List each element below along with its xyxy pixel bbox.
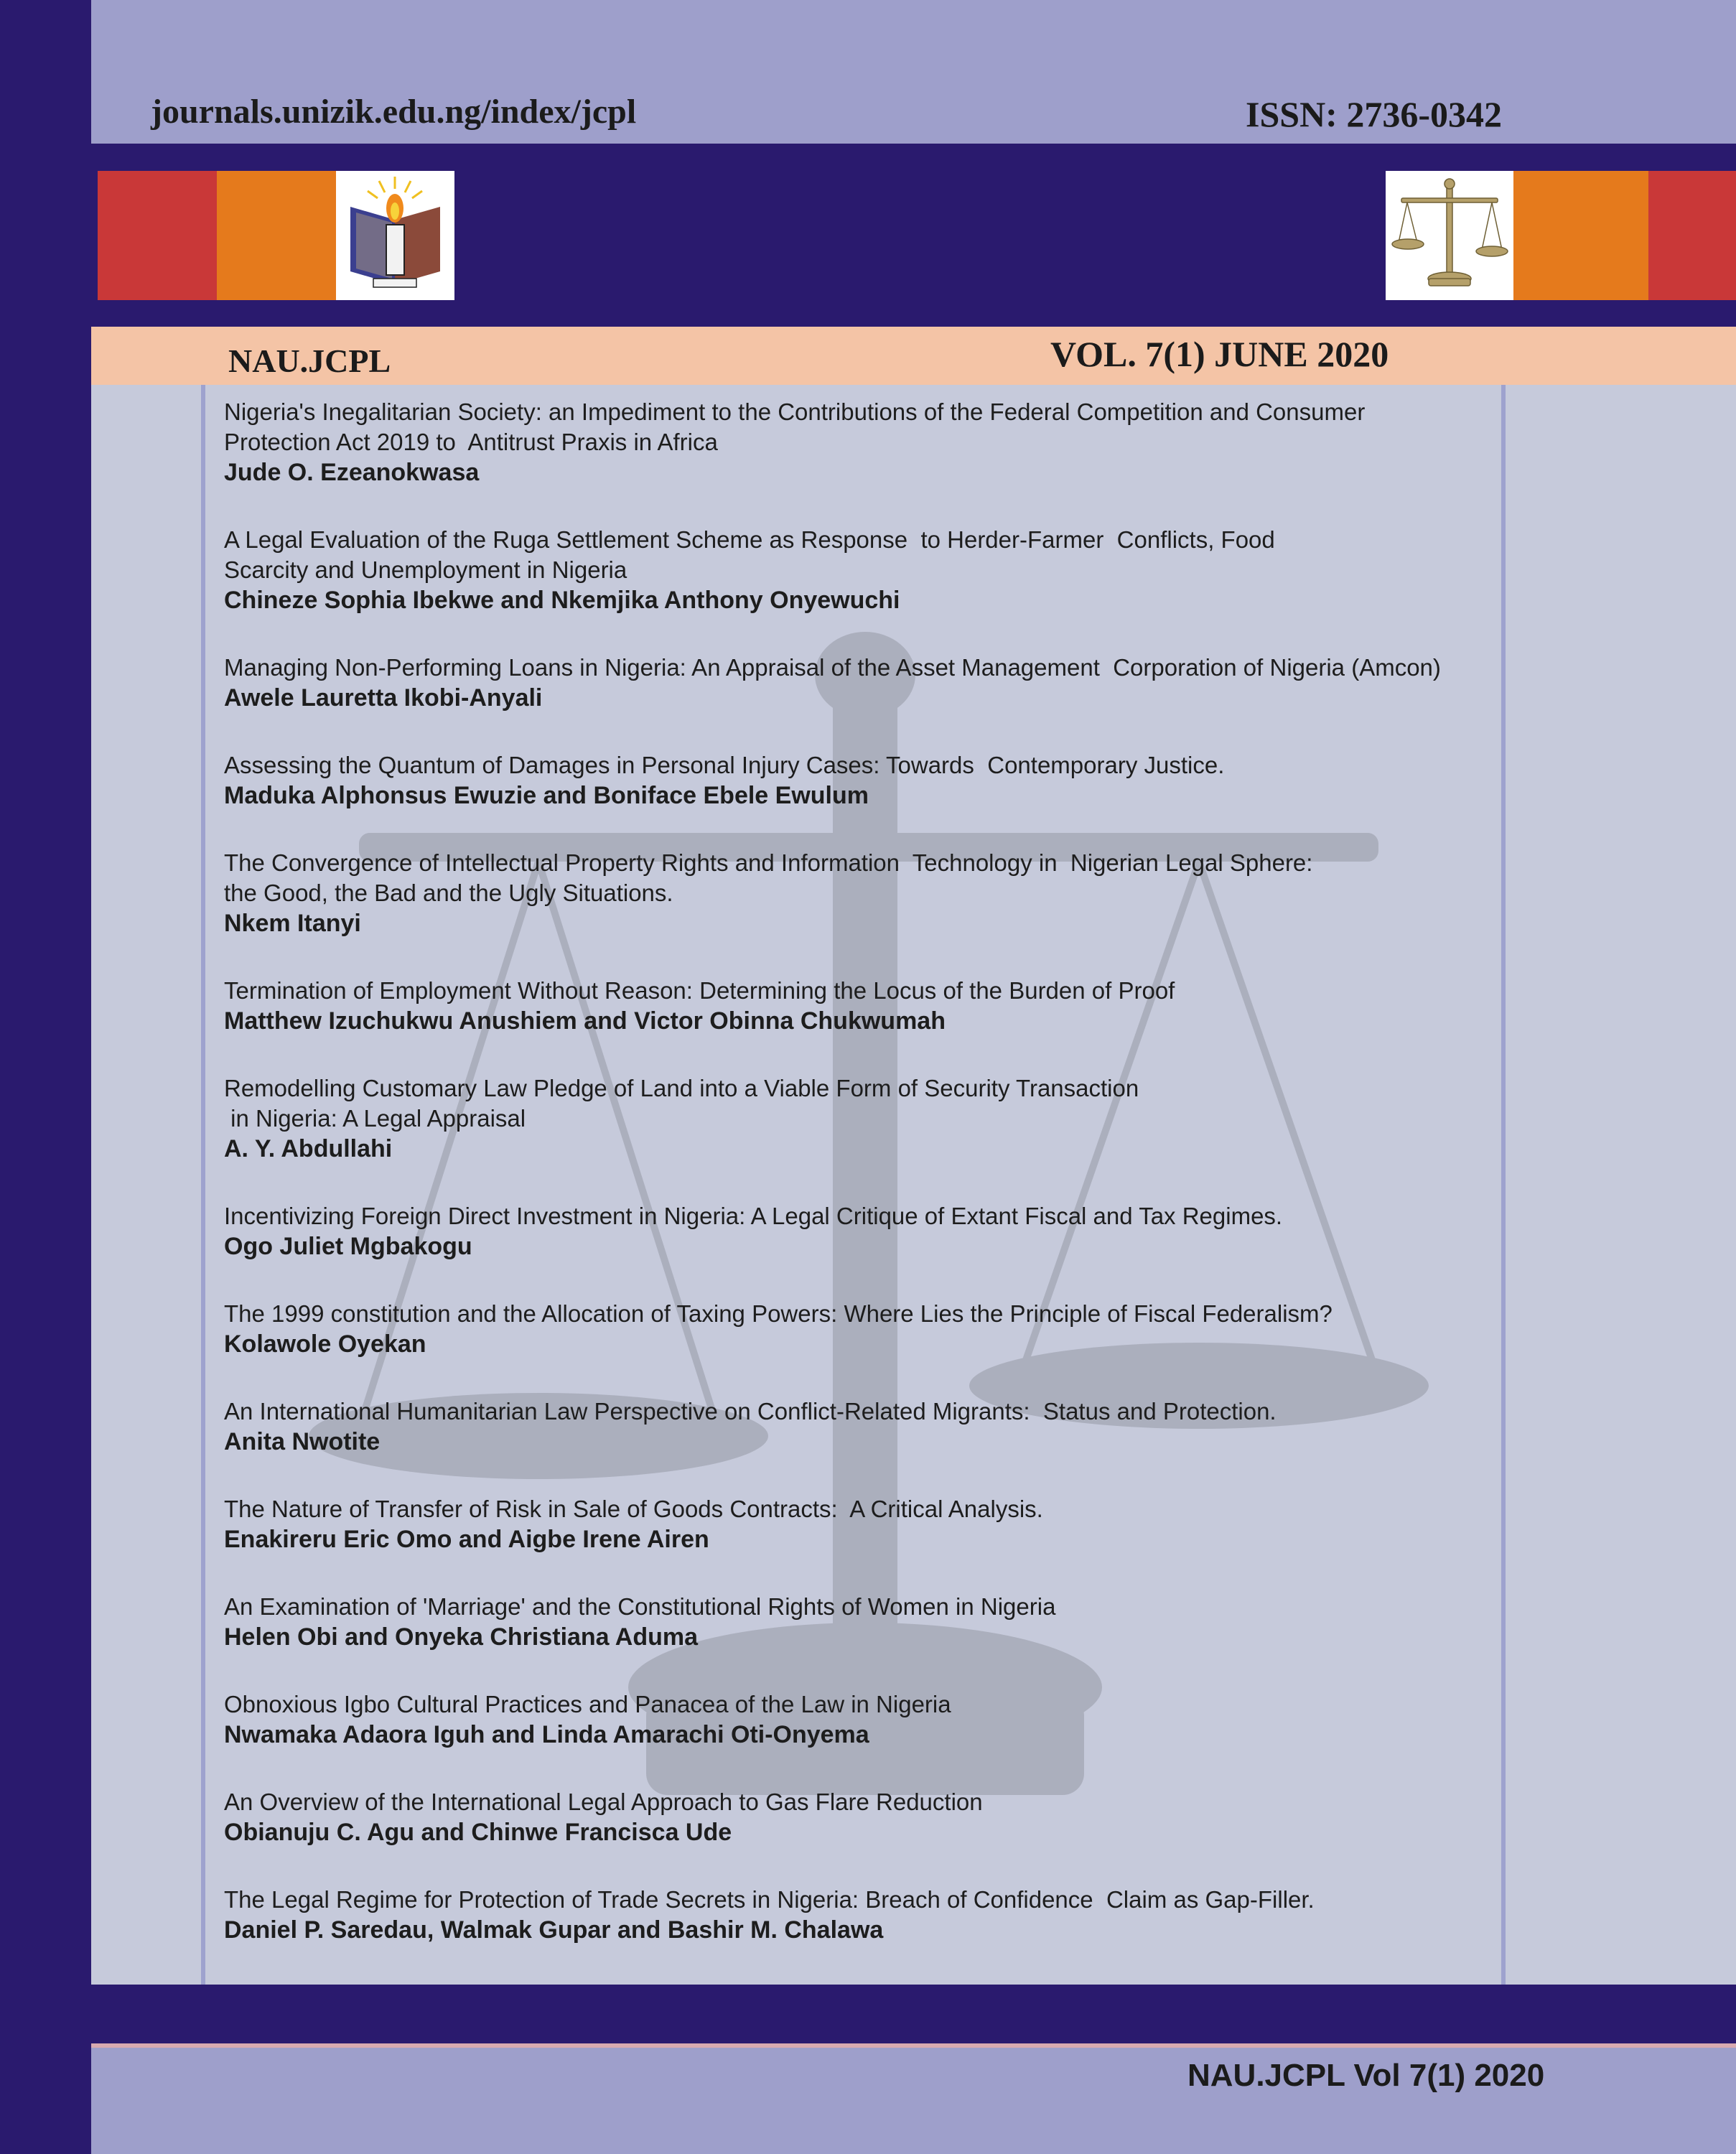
university-crest-icon	[336, 171, 454, 300]
university-logo	[336, 171, 454, 300]
left-divider-line	[201, 385, 205, 1985]
article-title: Obnoxious Igbo Cultural Practices and Panacea of the Law in Nigeria	[224, 1691, 951, 1717]
article-title: Managing Non-Performing Loans in Nigeria: An Appraisal of the Asset Management Corporation of Nigeria (Amcon)	[224, 654, 1441, 681]
article-entry	[224, 653, 1516, 713]
article-title: Incentivizing Foreign Direct Investment in Nigeria: A Legal Critique of Extant Fiscal and Tax Regimes.	[224, 1203, 1283, 1229]
article-entry	[224, 976, 1516, 1036]
article-entry	[224, 397, 1516, 488]
article-author: Anita Nwotite	[224, 1428, 381, 1455]
article-author: A. Y. Abdullahi	[224, 1135, 393, 1162]
article-entry	[224, 1397, 1516, 1457]
article-title: Assessing the Quantum of Damages in Personal Injury Cases: Towards Contemporary Justice.	[224, 752, 1225, 778]
article-entry	[224, 1885, 1516, 1945]
article-author: Jude O. Ezeanokwasa	[224, 459, 480, 486]
table-of-contents	[224, 397, 1516, 2080]
orange-stripe-right	[1513, 171, 1648, 300]
article-title: The Legal Regime for Protection of Trade Secrets in Nigeria: Breach of Confidence Claim as Gap-Filler.	[224, 1886, 1315, 1913]
red-stripe-right	[1648, 171, 1736, 300]
article-entry	[224, 1073, 1516, 1164]
article-title: Nigeria's Inegalitarian Society: an Impediment to the Contributions of the Federal Competition and Consumer Protection Act 2019 to Antitrust Praxis in Africa	[224, 398, 1366, 455]
scales-logo	[1386, 171, 1513, 300]
article-title: Termination of Employment Without Reason: Determining the Locus of the Burden of Proof	[224, 977, 1175, 1004]
journal-url: journals.unizik.edu.ng/index/jcpl	[151, 93, 637, 131]
article-title: A Legal Evaluation of the Ruga Settlement Scheme as Response to Herder-Farmer Conflicts, Food Scarcity and Unemployment in Nigeria	[224, 526, 1275, 583]
footer-label: NAU.JCPL Vol 7(1) 2020	[1187, 2058, 1545, 2093]
article-entry	[224, 1787, 1516, 1847]
article-entry	[224, 1592, 1516, 1652]
article-entry	[224, 1494, 1516, 1554]
article-entry	[224, 848, 1516, 938]
article-author: Enakireru Eric Omo and Aigbe Irene Airen	[224, 1526, 709, 1553]
journal-name: NAU.JCPL	[228, 342, 391, 379]
scales-of-justice-icon	[1386, 171, 1513, 300]
bottom-navy-band	[91, 1985, 1736, 2043]
article-author: Matthew Izuchukwu Anushiem and Victor Obinna Chukwumah	[224, 1007, 946, 1035]
article-author: Nwamaka Adaora Iguh and Linda Amarachi Oti-Onyema	[224, 1721, 869, 1748]
article-entry	[224, 1201, 1516, 1262]
volume-label: VOL. 7(1) JUNE 2020	[1050, 334, 1389, 374]
article-title: An International Humanitarian Law Perspective on Conflict-Related Migrants: Status and Protection.	[224, 1398, 1277, 1425]
article-author: Obianuju C. Agu and Chinwe Francisca Ude	[224, 1819, 732, 1846]
article-author: Chineze Sophia Ibekwe and Nkemjika Anthony Onyewuchi	[224, 587, 900, 614]
article-entry	[224, 525, 1516, 615]
red-stripe-left	[98, 171, 217, 300]
orange-stripe-left	[217, 171, 336, 300]
article-title: The 1999 constitution and the Allocation of Taxing Powers: Where Lies the Principle of Fiscal Federalism?	[224, 1300, 1333, 1327]
article-title: Remodelling Customary Law Pledge of Land into a Viable Form of Security Transaction in Nigeria: A Legal Appraisal	[224, 1075, 1139, 1132]
article-author: Daniel P. Saredau, Walmak Gupar and Bashir M. Chalawa	[224, 1916, 884, 1944]
article-author: Helen Obi and Onyeka Christiana Aduma	[224, 1623, 699, 1651]
article-title: The Nature of Transfer of Risk in Sale of Goods Contracts: A Critical Analysis.	[224, 1496, 1043, 1522]
article-entry	[224, 1689, 1516, 1750]
article-entry	[224, 750, 1516, 811]
article-author: Maduka Alphonsus Ewuzie and Boniface Ebele Ewulum	[224, 782, 869, 809]
article-author: Ogo Juliet Mgbakogu	[224, 1233, 472, 1260]
issn-label: ISSN: 2736-0342	[1246, 94, 1502, 134]
article-title: The Convergence of Intellectual Property Rights and Information Technology in Nigerian Legal Sphere: the Good, the Bad and the Ugly Situations.	[224, 849, 1313, 906]
article-author: Kolawole Oyekan	[224, 1330, 426, 1358]
article-title: An Overview of the International Legal Approach to Gas Flare Reduction	[224, 1789, 983, 1815]
article-author: Awele Lauretta Ikobi-Anyali	[224, 684, 543, 712]
article-title: An Examination of 'Marriage' and the Constitutional Rights of Women in Nigeria	[224, 1593, 1056, 1620]
article-author: Nkem Itanyi	[224, 910, 361, 937]
article-entry	[224, 1299, 1516, 1359]
